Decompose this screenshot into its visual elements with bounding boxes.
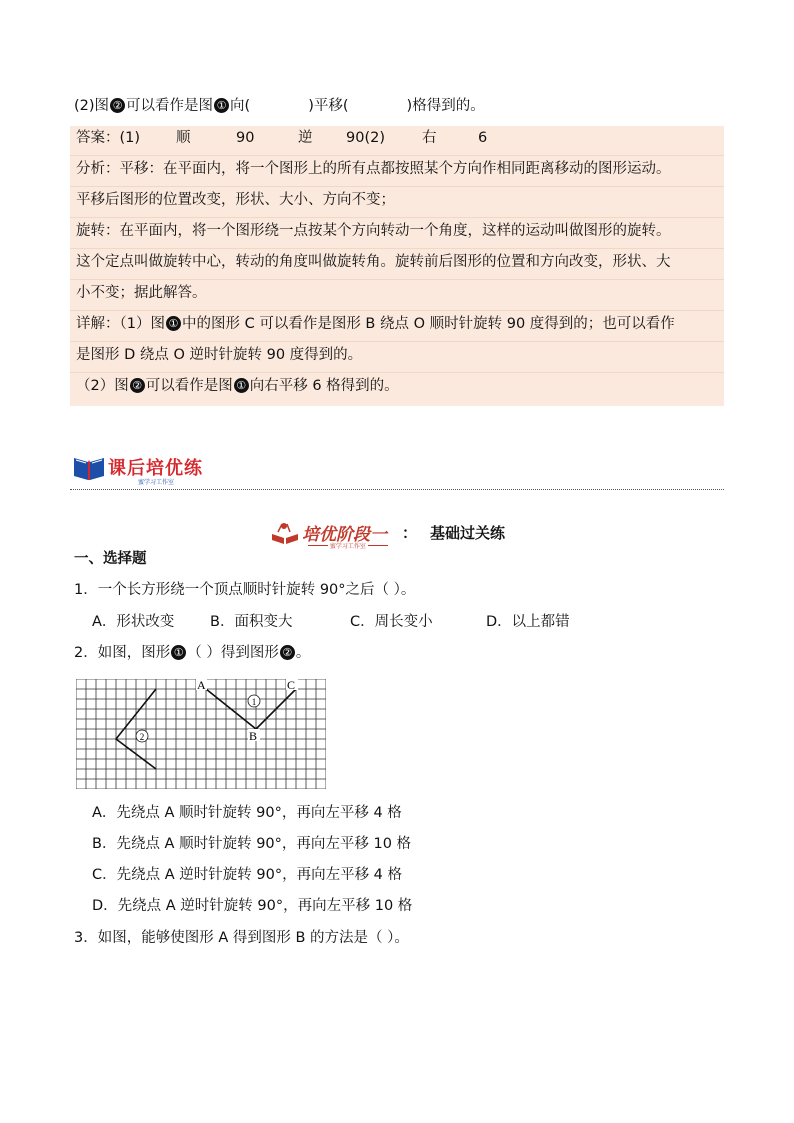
analysis-line-2: 平移后图形的位置改变，形状、大小、方向不变； [76,192,395,208]
book-icon [72,454,106,482]
section-banner-subtitle: 蜜学习工作室 [138,479,175,486]
stage-book-icon [270,520,300,546]
q1-option-c[interactable]: C．周长变小 [350,614,433,630]
q2-option-d[interactable]: D．先绕点 A 逆时针旋转 90°，再向左平移 10 格 [92,898,413,914]
detail-line-3: （2）图 ② 可以看作是图 ① 向右平移 6 格得到的。 [76,378,399,394]
q1-option-d[interactable]: D．以上都错 [486,614,570,630]
q2-blank-line: (2)图 ② 可以看作是图 ① 向( )平移( )格得到的。 [74,98,485,114]
q1-option-a[interactable]: A．形状改变 [92,614,175,630]
stage-title-subtitle: 蜜学习工作室 [308,541,388,550]
figure-2-marker: ② [110,98,125,113]
analysis-line-1: 分析：平移：在平面内，将一个图形上的所有点都按照某个方向作相同距离移动的图形运动。 [76,161,671,177]
figure-1-marker: ① [171,645,186,660]
q2-option-c[interactable]: C．先绕点 A 逆时针旋转 90°，再向左平移 4 格 [92,867,403,883]
answer-line: 答案：(1) 顺 90 逆 90(2) 右 6 [76,130,488,146]
stage-title-name: 基础过关练 [430,524,506,542]
question-3: 3．如图，能够使图形 A 得到图形 B 的方法是（ ）。 [74,930,409,946]
row-separator [70,279,724,280]
stage-title-main: 培优阶段一 [302,525,387,545]
point-b-label: B [249,729,258,743]
figure-1-marker: ① [214,98,229,113]
section-heading: 一、选择题 [74,551,147,567]
q2-grid-figure [76,679,326,789]
question-1: 1．一个长方形绕一个顶点顺时针旋转 90°之后（ ）。 [74,582,416,598]
figure-1-label: 1 [251,697,257,707]
point-a-label: A [197,679,206,692]
detail-line-1: 详解：（1）图 ① 中的图形 C 可以看作是图形 B 绕点 O 顺时针旋转 90 度得到的；也可以看作 [76,316,675,332]
analysis-line-4: 这个定点叫做旋转中心，转动的角度叫做旋转角。旋转前后图形的位置和方向改变，形状、大 [76,254,671,270]
row-separator [70,186,724,187]
point-c-label: C [287,679,296,692]
analysis-line-5: 小不变；据此解答。 [76,285,207,301]
analysis-line-3: 旋转：在平面内，将一个图形绕一点按某个方向转动一个角度，这样的运动叫做图形的旋转。 [76,223,671,239]
figure-1-marker: ① [166,316,181,331]
figure-1-marker: ① [234,378,249,393]
figure-2-marker: ② [130,378,145,393]
question-2: 2．如图，图形 ① （ ）得到图形 ② 。 [74,645,311,661]
section-divider [70,489,724,490]
row-separator [70,217,724,218]
figure-2-marker: ② [280,645,295,660]
row-separator [70,341,724,342]
figure-2-label: 2 [139,732,145,742]
q1-option-b[interactable]: B．面积变大 [210,614,293,630]
row-separator [70,248,724,249]
row-separator [70,155,724,156]
row-separator [70,310,724,311]
row-separator [70,372,724,373]
stage-title-colon: ： [402,524,418,542]
q2-option-a[interactable]: A．先绕点 A 顺时针旋转 90°，再向左平移 4 格 [92,805,402,821]
section-banner [70,452,724,490]
q2-option-b[interactable]: B．先绕点 A 顺时针旋转 90°，再向左平移 10 格 [92,836,412,852]
section-banner-title: 课后培优练 [108,458,203,479]
detail-line-2: 是图形 D 绕点 O 逆时针旋转 90 度得到的。 [76,347,363,363]
